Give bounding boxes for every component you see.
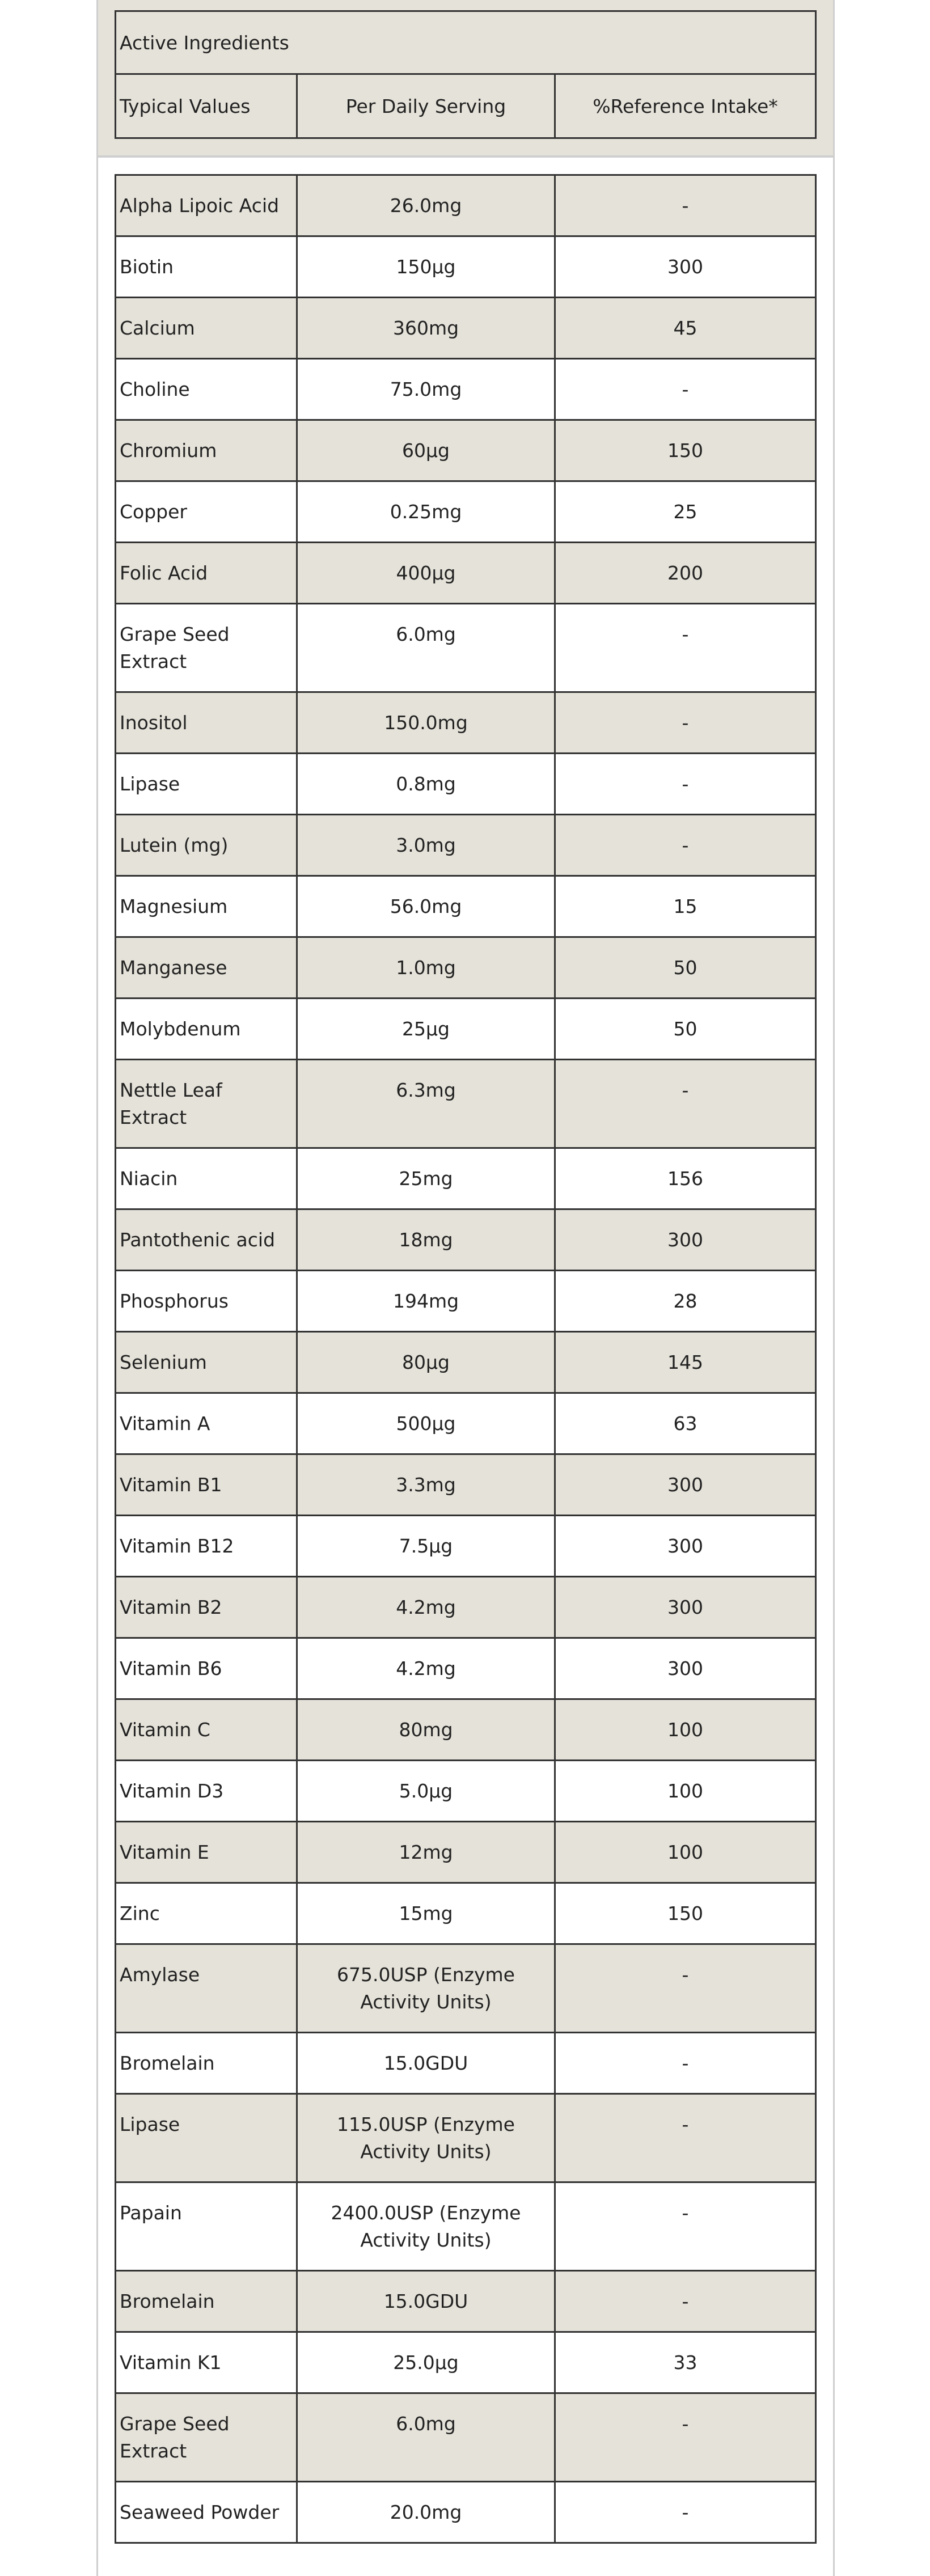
reference-intake-cell: - xyxy=(682,1964,689,1986)
table-row xyxy=(115,237,817,298)
reference-intake-cell: - xyxy=(682,2113,689,2135)
table-row xyxy=(115,1822,817,1884)
ingredient-name-cell: Grape Seed Extract xyxy=(116,2394,298,2481)
table-row xyxy=(115,174,817,237)
table-row xyxy=(115,999,817,1060)
ingredient-name-cell: Zinc xyxy=(116,1884,298,1943)
per-daily-serving-cell: 80mg xyxy=(298,1700,556,1759)
reference-intake-cell: 25 xyxy=(673,501,697,523)
per-daily-serving-cell: 2400.0USP (Enzyme Activity Units) xyxy=(298,2183,556,2270)
per-daily-serving-cell: 26.0mg xyxy=(298,176,556,235)
table-header-section xyxy=(98,0,833,158)
per-daily-serving-cell: 3.3mg xyxy=(298,1455,556,1515)
ingredient-name-cell: Vitamin B12 xyxy=(116,1516,298,1576)
per-daily-serving-cell: 25mg xyxy=(298,1149,556,1208)
ingredient-name-cell: Papain xyxy=(116,2183,298,2270)
column-header-typical-values: Typical Values xyxy=(116,75,298,137)
reference-intake-cell: - xyxy=(682,2413,689,2435)
table-row xyxy=(115,1884,817,1945)
ingredient-name-cell: Molybdenum xyxy=(116,999,298,1059)
ingredient-name-cell: Lipase xyxy=(116,2095,298,2181)
reference-intake-cell: - xyxy=(682,1079,689,1101)
reference-intake-cell: - xyxy=(682,378,689,400)
per-daily-serving-cell: 75.0mg xyxy=(298,359,556,419)
ingredient-name-cell: Nettle Leaf Extract xyxy=(116,1060,298,1147)
reference-intake-cell: 150 xyxy=(667,439,703,462)
table-row xyxy=(115,2095,817,2183)
table-row xyxy=(115,1945,817,2033)
per-daily-serving-cell: 18mg xyxy=(298,1210,556,1270)
per-daily-serving-cell: 7.5µg xyxy=(298,1516,556,1576)
per-daily-serving-cell: 6.0mg xyxy=(298,604,556,691)
ingredient-name-cell: Vitamin C xyxy=(116,1700,298,1759)
ingredient-name-cell: Magnesium xyxy=(116,877,298,936)
per-daily-serving-cell: 0.25mg xyxy=(298,482,556,542)
ingredient-name-cell: Vitamin B2 xyxy=(116,1577,298,1637)
ingredient-name-cell: Calcium xyxy=(116,298,298,358)
reference-intake-cell: - xyxy=(682,2202,689,2224)
column-header-reference-intake: %Reference Intake* xyxy=(593,95,778,117)
per-daily-serving-cell: 4.2mg xyxy=(298,1639,556,1698)
reference-intake-cell: 150 xyxy=(667,1902,703,1924)
per-daily-serving-cell: 20.0mg xyxy=(298,2482,556,2542)
ingredient-name-cell: Manganese xyxy=(116,938,298,997)
reference-intake-cell: 300 xyxy=(667,1596,703,1618)
table-row xyxy=(115,2183,817,2272)
nutrition-panel xyxy=(96,0,835,2576)
ingredient-name-cell: Alpha Lipoic Acid xyxy=(116,176,298,235)
per-daily-serving-cell: 12mg xyxy=(298,1822,556,1882)
ingredient-name-cell: Lipase xyxy=(116,754,298,814)
reference-intake-cell: 145 xyxy=(667,1351,703,1373)
per-daily-serving-cell: 25.0µg xyxy=(298,2333,556,2392)
per-daily-serving-cell: 0.8mg xyxy=(298,754,556,814)
ingredient-name-cell: Vitamin B6 xyxy=(116,1639,298,1698)
per-daily-serving-cell: 5.0µg xyxy=(298,1761,556,1821)
table-row xyxy=(115,1516,817,1577)
ingredient-name-cell: Lutein (mg) xyxy=(116,815,298,875)
reference-intake-cell: 100 xyxy=(667,1780,703,1802)
per-daily-serving-cell: 4.2mg xyxy=(298,1577,556,1637)
per-daily-serving-cell: 6.3mg xyxy=(298,1060,556,1147)
table-row xyxy=(115,2033,817,2095)
reference-intake-cell: 200 xyxy=(667,562,703,584)
ingredient-name-cell: Copper xyxy=(116,482,298,542)
per-daily-serving-cell: 1.0mg xyxy=(298,938,556,997)
table-row xyxy=(115,1639,817,1700)
ingredient-name-cell: Vitamin E xyxy=(116,1822,298,1882)
table-row xyxy=(115,1394,817,1455)
table-row xyxy=(115,1700,817,1761)
ingredient-name-cell: Pantothenic acid xyxy=(116,1210,298,1270)
ingredients-table xyxy=(115,174,817,2544)
table-row xyxy=(115,1577,817,1639)
reference-intake-cell: 63 xyxy=(673,1412,697,1435)
table-row xyxy=(115,421,817,482)
table-row xyxy=(115,1060,817,1149)
reference-intake-cell: - xyxy=(682,623,689,645)
ingredient-name-cell: Chromium xyxy=(116,421,298,480)
ingredient-name-cell: Vitamin D3 xyxy=(116,1761,298,1821)
reference-intake-cell: - xyxy=(682,712,689,734)
per-daily-serving-cell: 400µg xyxy=(298,543,556,603)
reference-intake-cell: 28 xyxy=(673,1290,697,1312)
per-daily-serving-cell: 500µg xyxy=(298,1394,556,1453)
table-row xyxy=(115,2394,817,2482)
reference-intake-cell: 33 xyxy=(673,2351,697,2374)
table-row xyxy=(115,359,817,421)
per-daily-serving-cell: 150.0mg xyxy=(298,693,556,752)
table-row xyxy=(115,877,817,938)
reference-intake-cell: - xyxy=(682,834,689,856)
table-body-section xyxy=(98,158,833,2544)
table-row xyxy=(115,543,817,604)
per-daily-serving-cell: 115.0USP (Enzyme Activity Units) xyxy=(298,2095,556,2181)
ingredient-name-cell: Seaweed Powder xyxy=(116,2482,298,2542)
ingredient-name-cell: Selenium xyxy=(116,1333,298,1392)
table-row xyxy=(115,604,817,693)
table-row xyxy=(115,1210,817,1271)
per-daily-serving-cell: 56.0mg xyxy=(298,877,556,936)
per-daily-serving-cell: 15.0GDU xyxy=(298,2272,556,2331)
per-daily-serving-cell: 6.0mg xyxy=(298,2394,556,2481)
table-row xyxy=(115,1761,817,1822)
reference-intake-cell: 300 xyxy=(667,1535,703,1557)
ingredient-name-cell: Phosphorus xyxy=(116,1271,298,1331)
table-row xyxy=(115,1333,817,1394)
table-row xyxy=(115,938,817,999)
table-title: Active Ingredients xyxy=(115,10,817,73)
ingredient-name-cell: Inositol xyxy=(116,693,298,752)
reference-intake-cell: 45 xyxy=(673,317,697,339)
ingredient-name-cell: Bromelain xyxy=(116,2033,298,2093)
table-row xyxy=(115,1455,817,1516)
table-row xyxy=(115,1271,817,1333)
ingredient-name-cell: Bromelain xyxy=(116,2272,298,2331)
table-row xyxy=(115,1149,817,1210)
reference-intake-cell: - xyxy=(682,773,689,795)
reference-intake-cell: 100 xyxy=(667,1841,703,1863)
table-row xyxy=(115,2482,817,2544)
ingredient-name-cell: Folic Acid xyxy=(116,543,298,603)
per-daily-serving-cell: 15mg xyxy=(298,1884,556,1943)
table-row xyxy=(115,2272,817,2333)
ingredient-name-cell: Choline xyxy=(116,359,298,419)
table-row xyxy=(115,2333,817,2394)
reference-intake-cell: 300 xyxy=(667,1657,703,1680)
per-daily-serving-cell: 360mg xyxy=(298,298,556,358)
reference-intake-cell: 50 xyxy=(673,957,697,979)
reference-intake-cell: 300 xyxy=(667,1474,703,1496)
table-row xyxy=(115,815,817,877)
reference-intake-cell: - xyxy=(682,2052,689,2074)
ingredient-name-cell: Vitamin B1 xyxy=(116,1455,298,1515)
per-daily-serving-cell: 150µg xyxy=(298,237,556,297)
column-header-per-daily-serving: Per Daily Serving xyxy=(298,75,556,137)
table-row xyxy=(115,693,817,754)
per-daily-serving-cell: 25µg xyxy=(298,999,556,1059)
reference-intake-cell: 300 xyxy=(667,256,703,278)
per-daily-serving-cell: 675.0USP (Enzyme Activity Units) xyxy=(298,1945,556,2032)
ingredient-name-cell: Niacin xyxy=(116,1149,298,1208)
table-row xyxy=(115,298,817,359)
per-daily-serving-cell: 80µg xyxy=(298,1333,556,1392)
per-daily-serving-cell: 15.0GDU xyxy=(298,2033,556,2093)
table-row xyxy=(115,482,817,543)
ingredient-name-cell: Amylase xyxy=(116,1945,298,2032)
reference-intake-cell: 156 xyxy=(667,1168,703,1190)
reference-intake-cell: 100 xyxy=(667,1719,703,1741)
reference-intake-cell: 300 xyxy=(667,1229,703,1251)
ingredient-name-cell: Biotin xyxy=(116,237,298,297)
reference-intake-cell: 50 xyxy=(673,1018,697,1040)
table-row xyxy=(115,754,817,815)
per-daily-serving-cell: 60µg xyxy=(298,421,556,480)
ingredient-name-cell: Grape Seed Extract xyxy=(116,604,298,691)
ingredient-name-cell: Vitamin K1 xyxy=(116,2333,298,2392)
reference-intake-cell: - xyxy=(682,2501,689,2523)
reference-intake-cell: - xyxy=(682,194,689,217)
reference-intake-cell: - xyxy=(682,2290,689,2312)
ingredient-name-cell: Vitamin A xyxy=(116,1394,298,1453)
reference-intake-cell: 15 xyxy=(673,895,697,917)
per-daily-serving-cell: 3.0mg xyxy=(298,815,556,875)
column-header-row xyxy=(115,73,817,139)
per-daily-serving-cell: 194mg xyxy=(298,1271,556,1331)
